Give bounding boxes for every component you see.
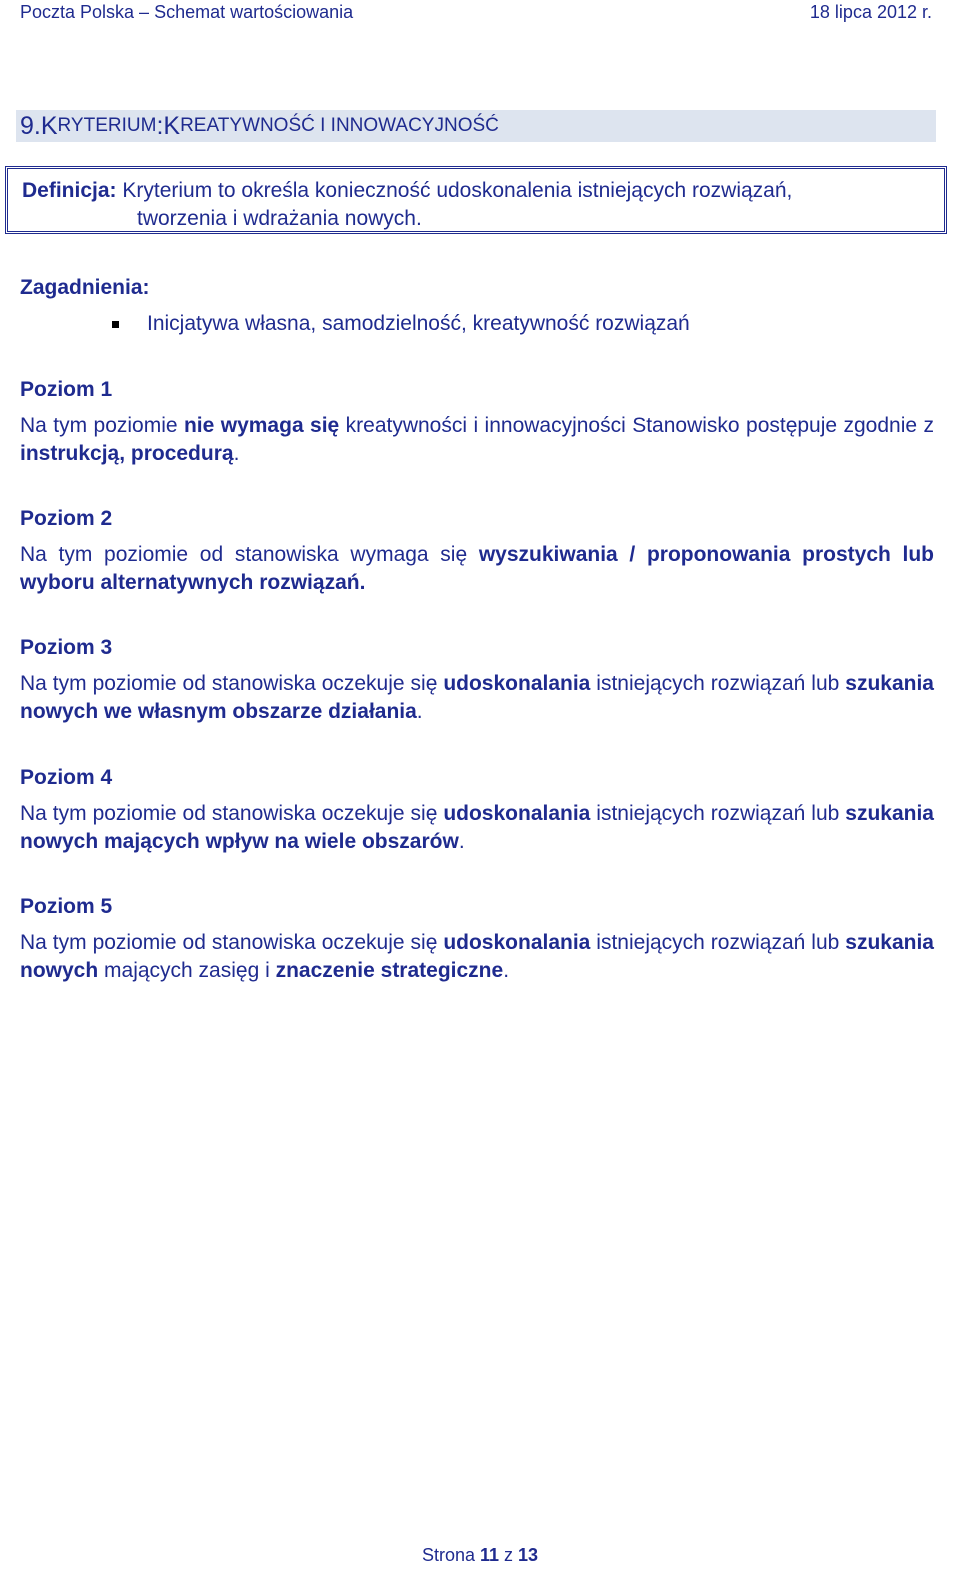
topics-title: Zagadnienia: [20, 276, 150, 299]
topics-list-item [112, 312, 690, 336]
section-word-2: REATYWNOŚĆ I INNOWACYJNOŚĆ [180, 115, 499, 136]
definition-label: Definicja: [22, 179, 117, 202]
level-description [20, 800, 934, 856]
description-text: . [503, 959, 510, 982]
section-initial-2: K [163, 111, 181, 140]
emphasis-text: szukania nowych [20, 931, 934, 982]
definition-line-2: tworzenia i wdrażania nowych. [137, 207, 422, 230]
description-text: Na tym poziomie [20, 414, 184, 437]
level-4 [20, 766, 934, 856]
emphasis-text: udoskonalania [443, 931, 591, 954]
page-footer [0, 1545, 960, 1566]
emphasis-text: udoskonalania [443, 802, 591, 825]
level-description [20, 412, 934, 468]
section-number: 9. [20, 111, 41, 140]
level-5 [20, 895, 934, 985]
page-header [20, 0, 932, 24]
emphasis-text: instrukcją, procedurą [20, 442, 234, 465]
emphasis-text: nie wymaga się [183, 414, 340, 437]
level-description [20, 541, 934, 597]
level-3 [20, 636, 934, 726]
description-text: . [416, 700, 423, 723]
description-text: istniejących rozwiązań lub [590, 802, 846, 825]
description-text: istniejących rozwiązań lub [590, 931, 846, 954]
bullet-square-icon [112, 321, 119, 328]
level-title: Poziom 1 [20, 378, 113, 401]
level-1 [20, 378, 934, 468]
level-2 [20, 507, 934, 597]
level-title: Poziom 5 [20, 895, 113, 918]
description-text: . [233, 442, 240, 465]
description-text: mających zasięg i [98, 959, 276, 982]
footer-page-number: 11 [479, 1545, 500, 1565]
definition-box [5, 166, 947, 234]
emphasis-text: wyszukiwania / proponowania prostych lub wyboru alternatywnych rozwiązań. [20, 543, 935, 594]
emphasis-text: szukania nowych we własnym obszarze działania [20, 672, 934, 723]
definition-line-1: Kryterium to określa konieczność udoskonalenia istniejących rozwiązań, [116, 179, 793, 202]
level-title: Poziom 4 [20, 766, 113, 789]
description-text: Na tym poziomie od stanowiska oczekuje się [20, 931, 444, 954]
section-heading [16, 110, 936, 142]
description-text: kreatywności i innowacyjności Stanowisko postępuje zgodnie z [339, 414, 934, 437]
section-initial-1: K [40, 111, 58, 140]
emphasis-text: znaczenie strategiczne [275, 959, 504, 982]
section-word-1: RYTERIUM [57, 115, 157, 136]
level-title: Poziom 3 [20, 636, 113, 659]
emphasis-text: udoskonalania [443, 672, 591, 695]
description-text: . [458, 830, 465, 853]
emphasis-text: szukania nowych mających wpływ na wiele obszarów [20, 802, 934, 853]
description-text: istniejących rozwiązań lub [590, 672, 846, 695]
level-description [20, 670, 934, 726]
footer-separator: z [499, 1545, 519, 1565]
topic-text: Inicjatywa własna, samodzielność, kreatywność rozwiązań [147, 312, 690, 335]
section-colon: : [156, 111, 164, 140]
footer-total-pages: 13 [518, 1545, 539, 1565]
level-title: Poziom 2 [20, 507, 113, 530]
description-text: Na tym poziomie od stanowiska oczekuje się [20, 802, 444, 825]
description-text: Na tym poziomie od stanowiska wymaga się [20, 543, 479, 566]
footer-prefix: Strona [421, 1545, 480, 1565]
description-text: Na tym poziomie od stanowiska oczekuje się [20, 672, 444, 695]
level-description [20, 929, 934, 985]
header-date: 18 lipca 2012 r. [809, 1, 932, 22]
header-title: Poczta Polska – Schemat wartościowania [20, 1, 354, 22]
